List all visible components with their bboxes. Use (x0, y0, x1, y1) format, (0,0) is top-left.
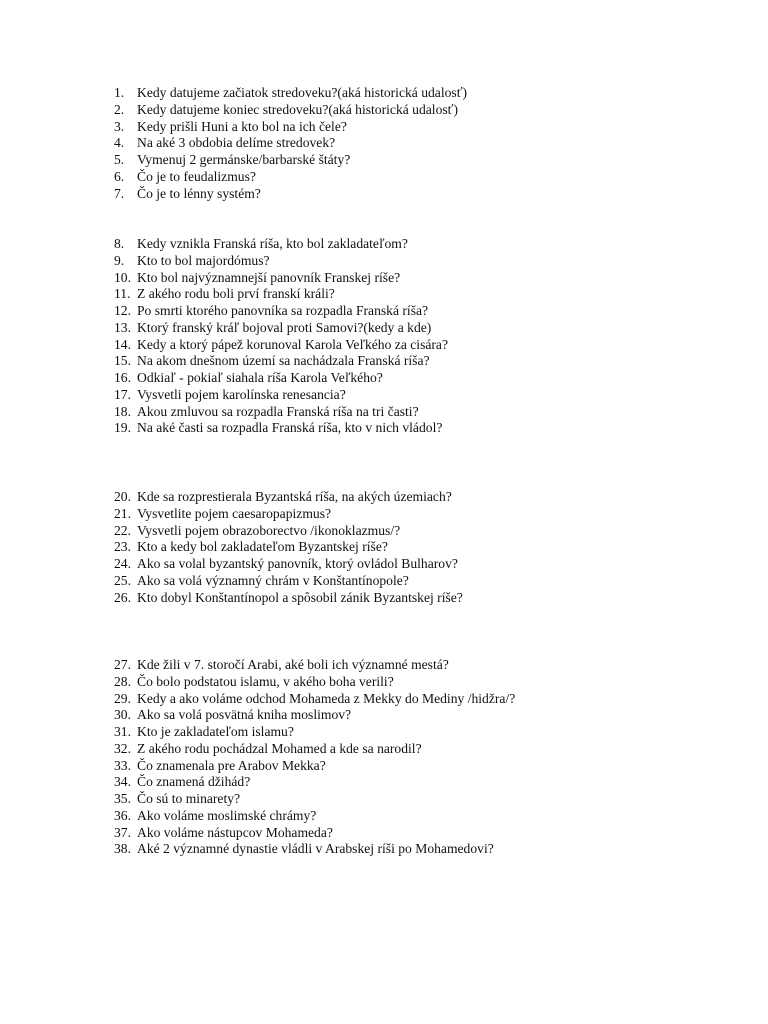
question-item (114, 169, 467, 186)
question-number: 14. (114, 336, 131, 352)
question-text: Vysvetli pojem karolínska renesancia? (137, 386, 346, 402)
question-item (114, 404, 448, 421)
question-item (114, 741, 515, 758)
question-item (114, 152, 467, 169)
question-text: Kto dobyl Konštantínopol a spôsobil zánik Byzantskej ríše? (137, 589, 463, 605)
question-item (114, 102, 467, 119)
question-number: 29. (114, 690, 131, 706)
question-text: Vysvetli pojem obrazoborectvo /ikonoklazmus/? (137, 522, 401, 538)
question-number: 12. (114, 303, 131, 318)
question-text: Odkiaľ - pokiaľ siahala ríša Karola Veľkého? (137, 370, 383, 385)
question-number: 19. (114, 420, 131, 436)
question-item (114, 841, 515, 858)
question-number: 3. (114, 118, 125, 134)
question-group-early-middle-ages (114, 85, 467, 202)
question-text: Kto je zakladateľom islamu? (137, 724, 294, 739)
question-number: 27. (114, 657, 131, 672)
question-group-frankish-empire (114, 236, 448, 437)
question-text: Čo sú to minarety? (137, 791, 241, 806)
question-text: Vysvetlite pojem caesaropapizmus? (137, 505, 332, 521)
question-item (114, 253, 448, 270)
question-text: Kto a kedy bol zakladateľom Byzantskej ríše? (137, 539, 388, 555)
question-number: 24. (114, 556, 131, 571)
question-number: 18. (114, 403, 131, 419)
question-item (114, 186, 467, 203)
question-number: 32. (114, 740, 131, 756)
question-item (114, 135, 467, 152)
question-text: Kedy prišli Huni a kto bol na ich čele? (137, 118, 347, 134)
question-item (114, 808, 515, 825)
question-text: Aké 2 významné dynastie vládli v Arabskej ríši po Mohamedovi? (137, 841, 494, 857)
question-text: Z akého rodu pochádzal Mohamed a kde sa narodil? (137, 740, 422, 756)
question-item (114, 590, 463, 607)
question-number: 33. (114, 757, 131, 773)
question-text: Ako sa volá významný chrám v Konštantínopole? (137, 572, 409, 588)
question-item (114, 270, 448, 287)
question-text: Kto to bol majordómus? (137, 252, 270, 268)
question-text: Kde žili v 7. storočí Arabi, aké boli ich významné mestá? (137, 657, 449, 672)
question-text: Čo znamenala pre Arabov Mekka? (137, 757, 326, 773)
question-group-byzantine-empire (114, 489, 463, 606)
question-text: Kde sa rozprestierala Byzantská ríša, na akých územiach? (137, 489, 452, 504)
question-number: 17. (114, 386, 131, 402)
question-number: 30. (114, 707, 131, 723)
question-item (114, 506, 463, 523)
question-item (114, 825, 515, 842)
question-item (114, 370, 448, 387)
question-item (114, 774, 515, 791)
question-text: Ktorý franský kráľ bojoval proti Samovi?(kedy a kde) (137, 319, 432, 335)
question-text: Po smrti ktorého panovníka sa rozpadla Franská ríša? (137, 303, 429, 318)
question-item (114, 489, 463, 506)
question-number: 6. (114, 168, 125, 184)
question-text: Čo je to lénny systém? (137, 185, 261, 201)
question-number: 5. (114, 152, 125, 167)
question-item (114, 286, 448, 303)
question-text: Kedy a ktorý pápež korunoval Karola Veľkého za cisára? (137, 336, 448, 352)
question-number: 22. (114, 522, 131, 538)
question-item (114, 85, 467, 102)
question-item (114, 657, 515, 674)
question-number: 11. (114, 286, 131, 302)
question-text: Vymenuj 2 germánske/barbarské štáty? (137, 152, 351, 167)
question-number: 26. (114, 589, 131, 605)
question-item (114, 420, 448, 437)
question-text: Na aké časti sa rozpadla Franská ríša, kto v nich vládol? (137, 420, 443, 436)
question-number: 23. (114, 539, 131, 555)
question-text: Čo bolo podstatou islamu, v akého boha verili? (137, 673, 394, 689)
question-number: 38. (114, 841, 131, 857)
question-item (114, 539, 463, 556)
question-item (114, 119, 467, 136)
question-item (114, 236, 448, 253)
question-text: Kedy datujeme koniec stredoveku?(aká historická udalosť) (137, 101, 458, 117)
question-text: Ako sa volal byzantský panovník, ktorý ovládol Bulharov? (137, 556, 458, 571)
question-item (114, 353, 448, 370)
question-number: 2. (114, 101, 125, 117)
question-number: 9. (114, 252, 125, 268)
question-text: Na aké 3 obdobia delíme stredovek? (137, 135, 336, 151)
question-text: Ako voláme nástupcov Mohameda? (137, 824, 333, 840)
question-number: 36. (114, 807, 131, 823)
question-item (114, 791, 515, 808)
question-number: 28. (114, 673, 131, 689)
question-item (114, 674, 515, 691)
question-text: Kedy a ako voláme odchod Mohameda z Mekky do Mediny /hidžra/? (137, 690, 516, 706)
question-text: Čo znamená džihád? (137, 774, 251, 790)
question-text: Ako voláme moslimské chrámy? (137, 807, 317, 823)
question-item (114, 707, 515, 724)
question-item (114, 691, 515, 708)
question-item (114, 387, 448, 404)
question-number: 13. (114, 319, 131, 335)
question-item (114, 523, 463, 540)
question-number: 25. (114, 572, 131, 588)
question-item (114, 724, 515, 741)
question-group-arabs-islam (114, 657, 515, 858)
question-number: 21. (114, 505, 131, 521)
question-item (114, 758, 515, 775)
question-item (114, 320, 448, 337)
question-number: 37. (114, 824, 131, 840)
question-item (114, 573, 463, 590)
question-item (114, 303, 448, 320)
question-number: 8. (114, 236, 125, 251)
question-text: Z akého rodu boli prví franskí králi? (137, 286, 335, 302)
question-number: 35. (114, 791, 131, 806)
question-text: Kedy datujeme začiatok stredoveku?(aká historická udalosť) (137, 85, 468, 100)
question-number: 1. (114, 85, 125, 100)
question-text: Čo je to feudalizmus? (137, 168, 256, 184)
question-number: 16. (114, 370, 131, 385)
question-text: Kto bol najvýznamnejší panovník Franskej ríše? (137, 269, 401, 285)
question-text: Ako sa volá posvätná kniha moslimov? (137, 707, 352, 723)
question-number: 20. (114, 489, 131, 504)
question-number: 4. (114, 135, 125, 151)
question-number: 31. (114, 724, 131, 739)
question-number: 7. (114, 185, 125, 201)
question-text: Na akom dnešnom území sa nachádzala Franská ríša? (137, 353, 430, 369)
question-number: 15. (114, 353, 131, 369)
question-text: Kedy vznikla Franská ríša, kto bol zakladateľom? (137, 236, 408, 251)
question-item (114, 556, 463, 573)
question-text: Akou zmluvou sa rozpadla Franská ríša na tri časti? (137, 403, 419, 419)
question-item (114, 337, 448, 354)
question-number: 10. (114, 269, 131, 285)
question-number: 34. (114, 774, 131, 790)
